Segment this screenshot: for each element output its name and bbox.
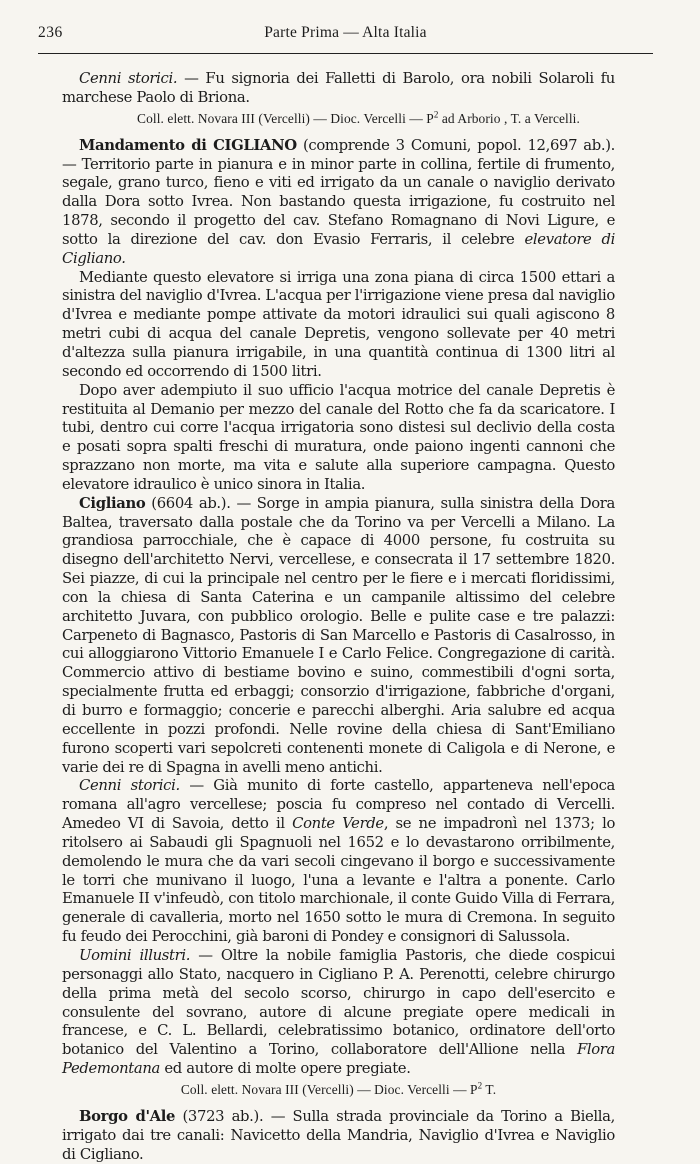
electoral-diocese-line (62, 110, 615, 128)
paragraph-text: ed autore di molte opere pregiate. (160, 1060, 411, 1078)
paragraph-text: , se ne impadronì nel 1373; lo ritolsero ai Sabaudi gli Spagnuoli nel 1652 e lo devastarono orribilmente, demolendo le mura che da vari secoli cingevano il borgo e successivamente le torri che munivano il luogo, l'una a levante e l'altra a ponente. Carlo Emanuele II v'infeudò, con titolo marchionale, il conte Guido Villa di Ferrara, generale di cavalleria, morto nel 1650 sotto le mura di Cremona. In seguito fu feudo dei Perocchini, già baroni di Pondey e consignori di Salussola. (62, 815, 616, 946)
diocese-text: Coll. elett. Novara III (Vercelli) — Dioc. Vercelli — P (180, 1081, 478, 1097)
lead-phrase: Borgo d'Ale (79, 1107, 176, 1125)
paragraph-historical-notes-briona (62, 70, 615, 108)
header-rule (38, 53, 653, 54)
lead-phrase: Mandamento di CIGLIANO (79, 136, 297, 154)
paragraph-text: (comprende 3 Comuni, popol. 12,697 ab.). — Territorio parte in pianura e in minor parte in collina, fertile di frumento, segale, grano turco, fieno e viti ed irrigato da un canale o naviglio derivato dalla Dora sotto Ivrea. Non bastando questa irrigazione, fu costruito nel 1878, secondo il progetto del cav. Stefano Romagnano di Novi Ligure, e sotto la direzione del cav. don Evasio Ferraris, il celebre (62, 136, 615, 248)
diocese-text-tail: ad Arborio , T. a Vercelli. (438, 110, 580, 126)
diocese-text: Coll. elett. Novara III (Vercelli) — Dioc. Vercelli — P (137, 110, 434, 126)
body-text (62, 70, 615, 1164)
lead-phrase: Cenni storici. (79, 777, 180, 795)
emphasized-phrase: elevatore di Cigliano. (62, 230, 615, 267)
emphasized-phrase: Conte Verde (292, 815, 384, 833)
lead-phrase: Cigliano (79, 494, 146, 512)
paragraph-illustrious-men (62, 947, 615, 1079)
paragraph-historical-notes-cigliano (62, 777, 615, 947)
paragraph-text: — Fu signoria dei Falletti di Barolo, ora nobili Solaroli fu marchese Paolo di Briona. (62, 70, 615, 106)
emphasized-phrase: Flora Pedemontana (62, 1041, 615, 1078)
lead-phrase: Uomini illustri. (79, 946, 191, 964)
lead-phrase: Cenni storici. (79, 70, 178, 87)
running-title: Parte Prima — Alta Italia (264, 24, 427, 41)
diocese-superscript: 2 (433, 109, 439, 120)
paragraph-elevator-pipes: Dopo aver adempiuto il suo ufficio l'acqua motrice del canale Depretis è restituita al Demanio per mezzo del canale del Rotto che fa da scaricatore. I tubi, dentro cui corre l'acqua irrigatoria sono distesi sul declivio della costa e posati sopra spalti freschi di muratura, onde paiono ingenti cannoni che sprazzano non morte, ma vita e salute alla superiore campagna. Questo elevatore idraulico è unico sinora in Italia. (62, 381, 615, 493)
diocese-text-tail: T. (482, 1081, 497, 1097)
paragraph-elevator-irrigation: Mediante questo elevatore si irriga una zona piana di circa 1500 ettari a sinistra del naviglio d'Ivrea. L'acqua per l'irrigazione viene presa dal naviglio d'Ivrea e mediante pompe attivate da motori idraulici sui quali agiscono 8 metri cubi di acqua del canale Depretis, vengono sollevate per 40 metri d'altezza sulla pianura irrigabile, in una quantità continua di 1300 litri al secondo ed occorrendo di 1500 litri. (62, 268, 615, 380)
paragraph-mandamento-cigliano (62, 137, 615, 269)
paragraph-cigliano-town (62, 495, 615, 778)
paragraph-text: (6604 ab.). — Sorge in ampia pianura, sulla sinistra della Dora Baltea, traversato dalla postale che da Torino va per Vercelli a Milano. La grandiosa parrocchiale, che è capace di 4000 persone, fu costruita su disegno dell'architetto Nervi, vercellese, e consecrata il 17 settembre 1820. Sei piazze, di cui la principale nel centro per le fiere e i mercati floridissimi, con la chiesa di Santa Caterina e un campanile altissimo del celebre architetto Juvara, con pubblico orologio. Belle e pulite case e tre palazzi: Carpeneto di Bagnasco, Pastoris di San Marcello e Pastoris di Casalrosso, in cui alloggiarono Vittorio Emanuele I e Carlo Felice. Congregazione di carità. Commercio attivo di bestiame bovino e suino, commestibili d'ogni sorta, specialmente frutta ed erbaggi; consorzio d'irrigazione, fabbriche d'organi, di burro e formaggio; concerie e parecchi alberghi. Aria salubre ed acqua eccellente in pozzi profondi. Nelle rovine della chiesa di Sant'Emiliano furono scoperti vari sepolcreti contenenti monete di Caligola e di Nerone, e varie dei re di Spagna in avelli meno antichi. (62, 494, 615, 776)
paragraph-text: — Oltre la nobile famiglia Pastoris, che diede cospicui personaggi allo Stato, nacquero in Cigliano P. A. Perenotti, celebre chirurgo della prima metà del secolo scorso, chirurgo in capo dell'esercito e consulente del sovrano, autore di alcune pregiate opere medicali in francese, e C. L. Bellardi, celebratissimo botanico, ordinatore dell'orto botanico del Valentino a Torino, collaboratore dell'Allione nella (62, 946, 615, 1059)
running-head (38, 22, 653, 48)
diocese-superscript: 2 (477, 1080, 483, 1091)
paragraph-text: — Già munito di forte castello, apparteneva nell'epoca romana all'agro vercellese; poscia fu compreso nel contado di Vercelli. Amedeo VI di Savoia, detto il (62, 777, 615, 833)
electoral-diocese-line (62, 1081, 615, 1099)
page-number: 236 (38, 24, 63, 41)
paragraph-borgo-dale (62, 1108, 615, 1164)
paragraph-text: (3723 ab.). — Sulla strada provinciale da Torino a Biella, irrigato dai tre canali: Navicetto della Mandria, Naviglio d'Ivrea e Naviglio di Cigliano. (62, 1107, 615, 1163)
